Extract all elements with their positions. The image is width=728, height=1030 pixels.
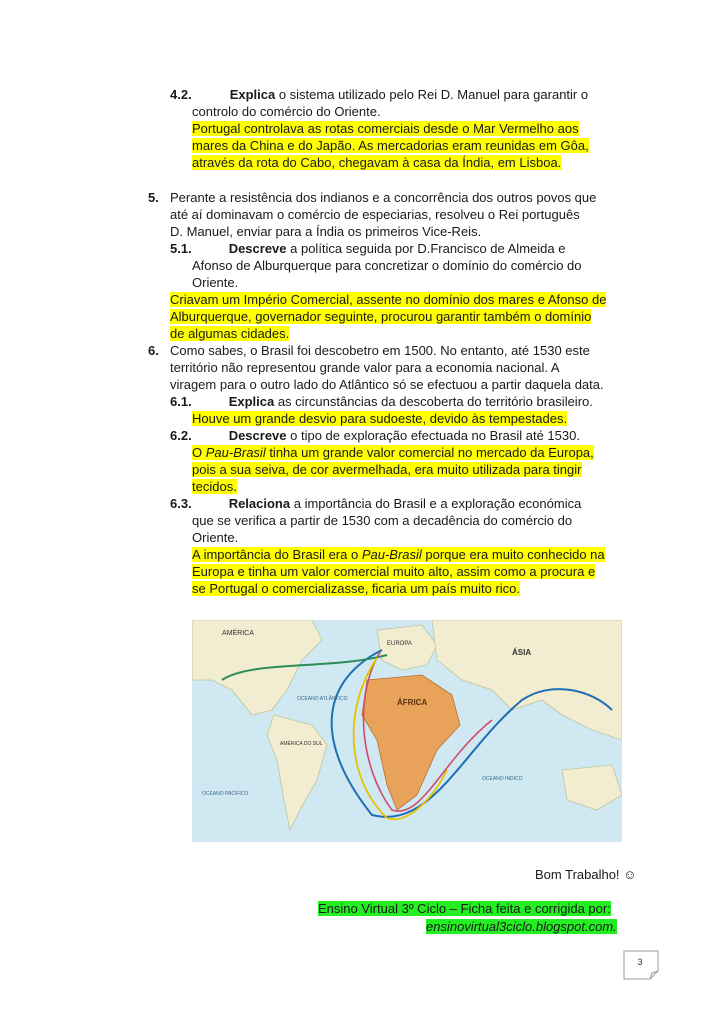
map-label: OCEANO ÍNDICO: [482, 776, 523, 782]
answer-line: Portugal controlava as rotas comerciais desde o Mar Vermelho aos: [192, 121, 579, 136]
answer-line: Europa e tinha um valor comercial muito alto, assim como a procura e: [192, 564, 596, 579]
term-pau-brasil: Pau-Brasil: [205, 445, 266, 460]
map-label: EUROPA: [387, 641, 412, 647]
question-text: D. Manuel, enviar para a Índia os primeiros Vice-Reis.: [170, 224, 482, 239]
question-text-cont: Oriente.: [192, 530, 239, 545]
question-text-cont: Afonso de Alburquerque para concretizar o domínio do comércio do: [192, 258, 582, 273]
term-pau-brasil: Pau-Brasil: [361, 547, 422, 562]
world-map-routes: [192, 620, 622, 842]
closing-message: Bom Trabalho! ☺: [535, 867, 637, 882]
question-6-3: [170, 495, 581, 512]
question-text: território não representou grande valor para a economia nacional. A: [170, 360, 560, 375]
answer-line: A importância do Brasil era o Pau-Brasil porque era muito conhecido na: [192, 547, 605, 562]
answer-line: pois a sua seiva, de cor avermelhada, era muito utilizada para tingir: [192, 462, 582, 477]
map-label: ÁSIA: [512, 648, 532, 657]
answer-line: mares da China e do Japão. As mercadorias eram reunidas em Gôa,: [192, 138, 589, 153]
question-verb: Explica: [229, 87, 276, 102]
credit-line: Ensino Virtual 3º Ciclo – Ficha feita e corrigida por:: [318, 901, 611, 916]
question-6-2: [170, 427, 580, 444]
answer-line: se Portugal o comercializasse, ficaria um país muito rico.: [192, 581, 521, 596]
smiley-icon: ☺: [623, 867, 637, 882]
question-verb: Descreve: [228, 241, 287, 256]
credit-url: ensinovirtual3ciclo.blogspot.com.: [426, 919, 617, 934]
map-label: AMÉRICA: [222, 630, 254, 637]
question-5: [148, 189, 159, 206]
question-4-2: [170, 86, 588, 103]
question-5-1: [170, 240, 565, 257]
map-label: ÁFRICA: [397, 698, 428, 707]
page-number: 3: [637, 957, 643, 967]
answer-line: através da rota do Cabo, chegavam à casa da Índia, em Lisboa.: [192, 155, 562, 170]
question-verb: Relaciona: [228, 496, 291, 511]
question-number: 6.3.: [170, 496, 192, 511]
answer-line: Criavam um Império Comercial, assente no domínio dos mares e Afonso de: [170, 292, 607, 307]
answer-line: O Pau-Brasil tinha um grande valor comercial no mercado da Europa,: [192, 445, 594, 460]
question-6-1: [170, 393, 593, 410]
question-6: [148, 342, 159, 359]
question-verb: Descreve: [228, 428, 287, 443]
question-text: viragem para o outro lado do Atlântico só se efectuou a partir daquela data.: [170, 377, 604, 392]
question-text: a política seguida por D.Francisco de Almeida e: [286, 241, 566, 256]
question-text-cont: que se verifica a partir de 1530 com a decadência do comércio do: [192, 513, 573, 528]
answer-line: de algumas cidades.: [170, 326, 290, 341]
question-number: 6.1.: [170, 394, 192, 409]
answer-line: Alburquerque, governador seguinte, procurou garantir também o domínio: [170, 309, 592, 324]
question-text: a importância do Brasil e a exploração económica: [290, 496, 582, 511]
map-label: OCEANO PACÍFICO: [202, 791, 249, 797]
question-verb: Explica: [228, 394, 275, 409]
question-text-cont: Oriente.: [192, 275, 239, 290]
map-label: AMÉRICA DO SUL: [280, 741, 323, 747]
question-text: Perante a resistência dos indianos e a concorrência dos outros povos que: [170, 190, 597, 205]
map-label: OCEANO ATLÂNTICO: [297, 696, 348, 702]
question-number: 5.1.: [170, 241, 192, 256]
question-text: as circunstâncias da descoberta do território brasileiro.: [274, 394, 593, 409]
page-number-box: [623, 950, 659, 980]
question-text-cont: controlo do comércio do Oriente.: [192, 104, 381, 119]
question-number: 4.2.: [170, 87, 192, 102]
question-number: 6.2.: [170, 428, 192, 443]
answer-line: tecidos.: [192, 479, 237, 494]
question-number: 5.: [148, 190, 159, 205]
answer-line: Houve um grande desvio para sudoeste, devido às tempestades.: [192, 411, 568, 426]
question-text: até aí dominavam o comércio de especiarias, resolveu o Rei português: [170, 207, 580, 222]
question-number: 6.: [148, 343, 159, 358]
question-text: o sistema utilizado pelo Rei D. Manuel para garantir o: [275, 87, 589, 102]
question-text: o tipo de exploração efectuada no Brasil até 1530.: [286, 428, 580, 443]
question-text: Como sabes, o Brasil foi descobetro em 1500. No entanto, até 1530 este: [170, 343, 590, 358]
